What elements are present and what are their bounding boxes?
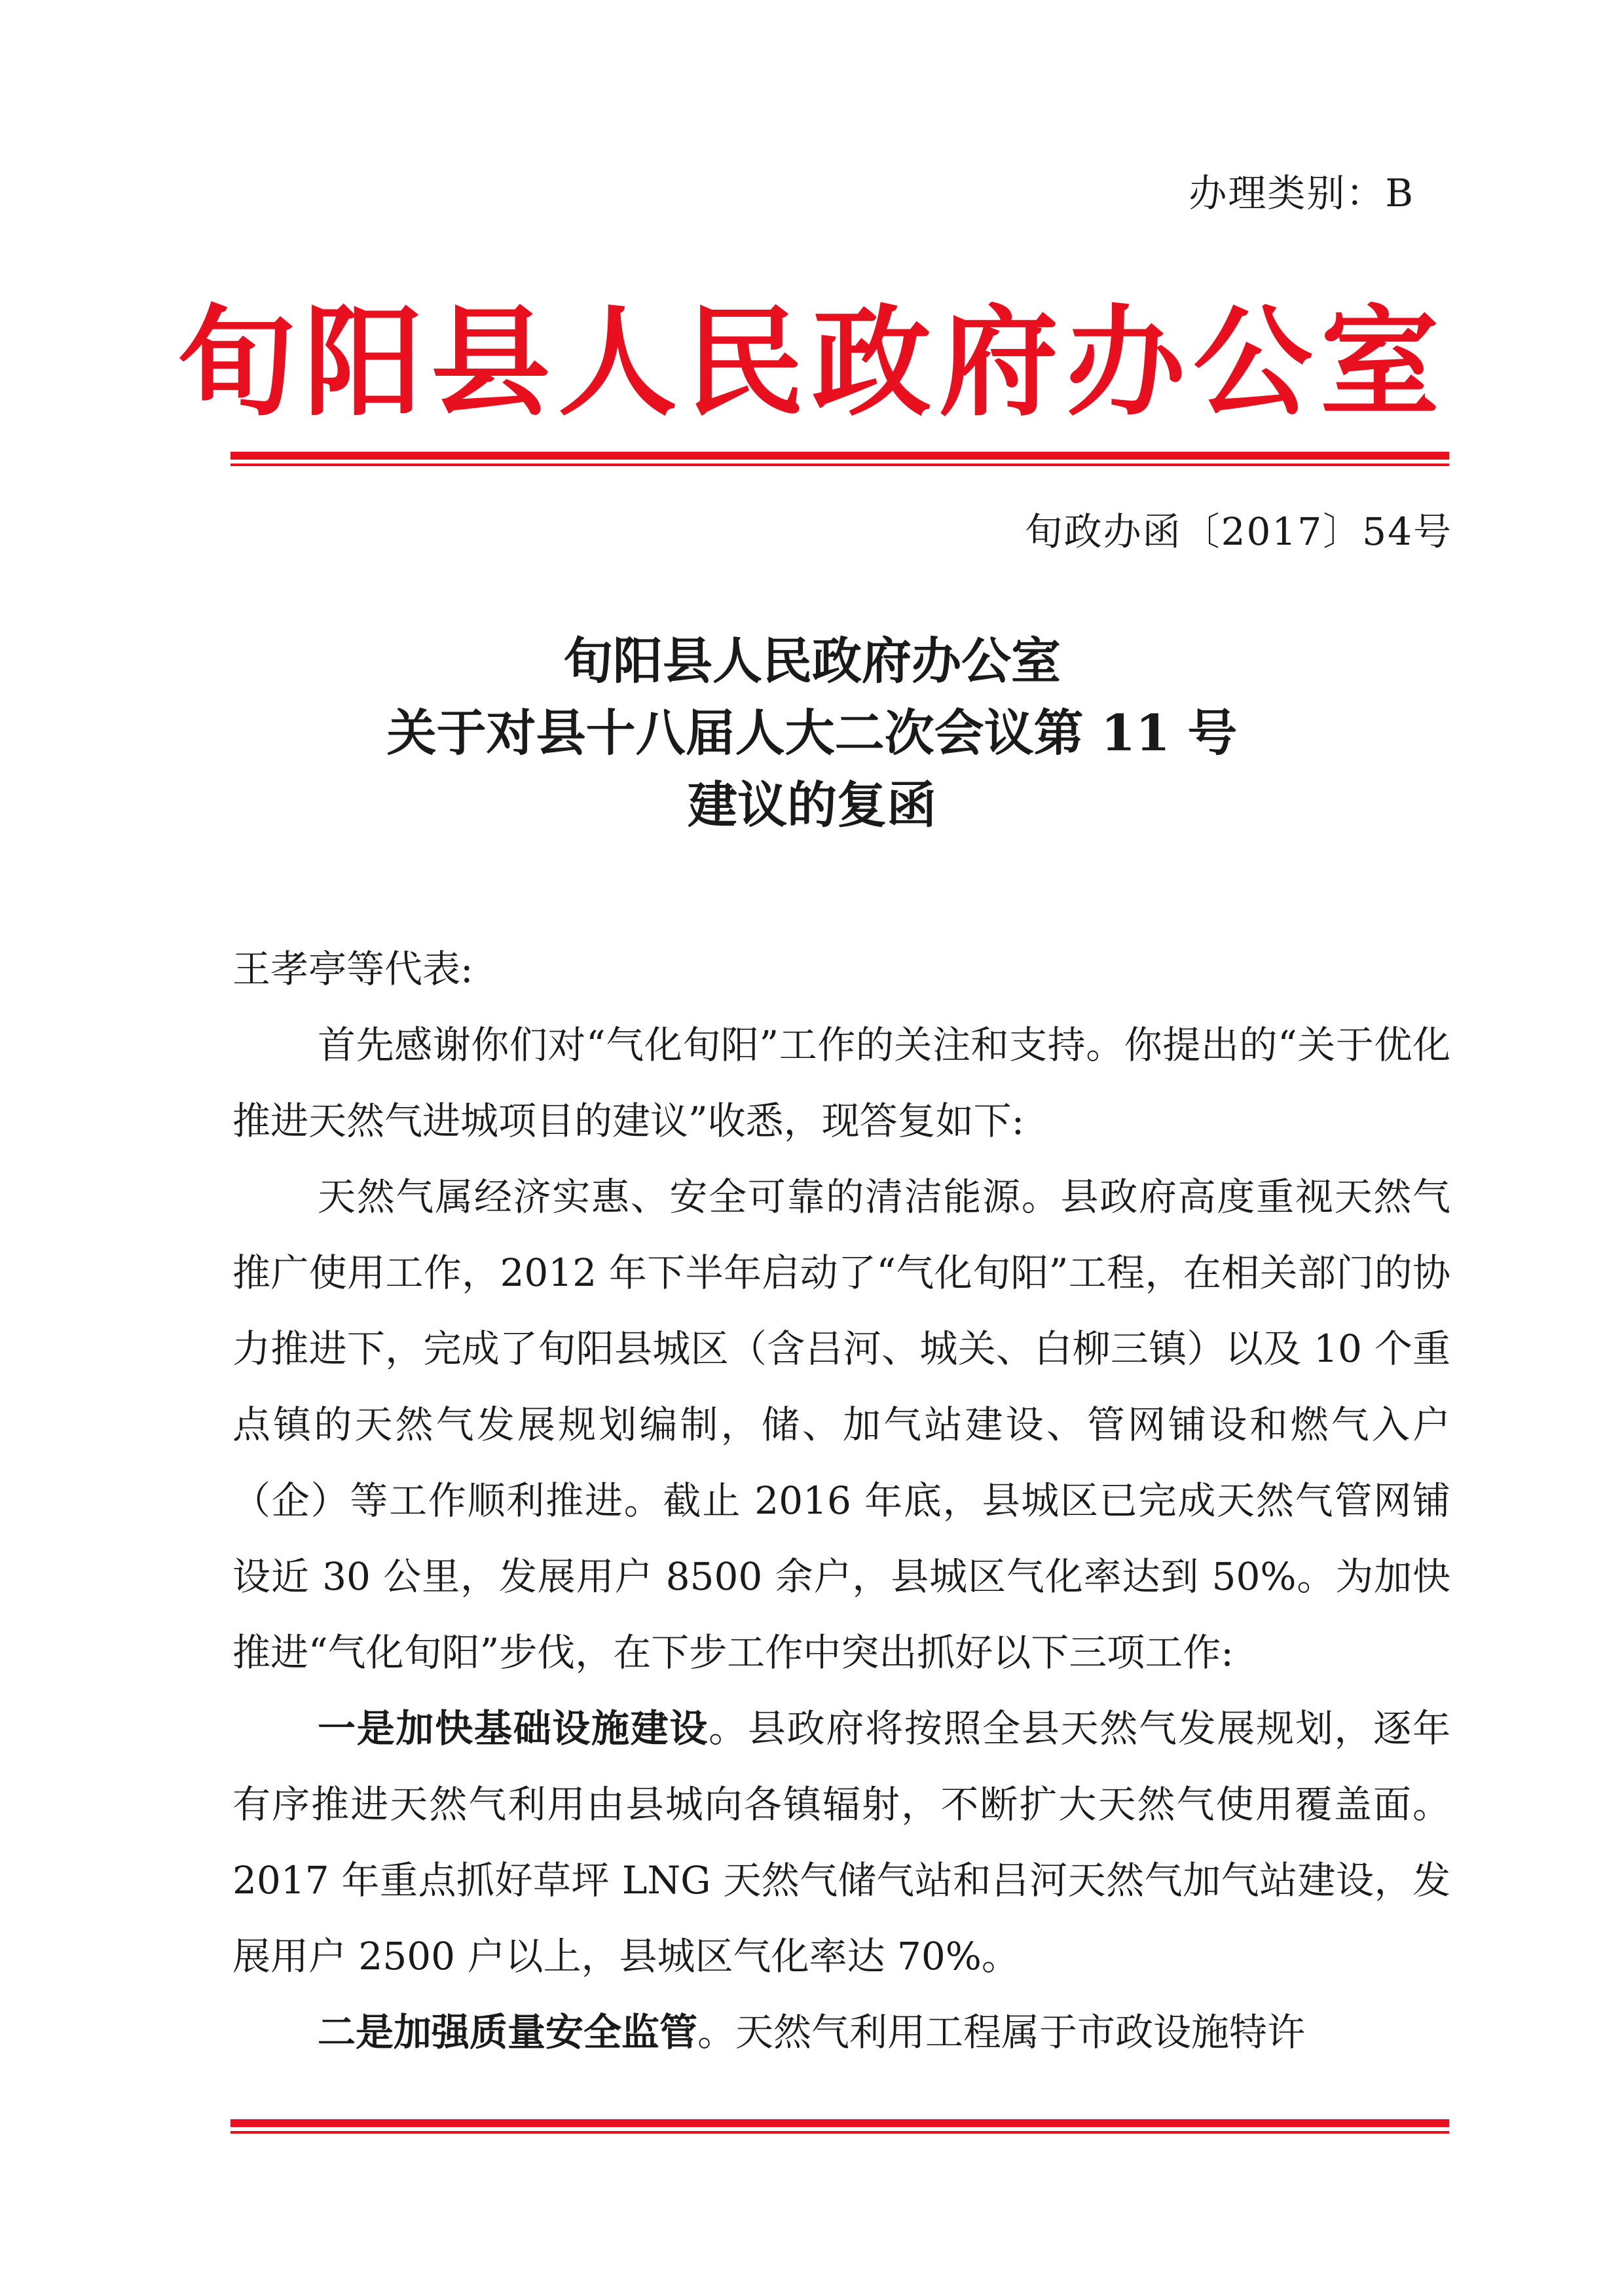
header-divider-thick: [231, 452, 1449, 460]
letter-body: [232, 931, 1450, 2070]
paragraph-infrastructure: [232, 1690, 1450, 1994]
document-subject: [0, 625, 1624, 841]
salutation: 王孝亭等代表:: [232, 947, 473, 991]
paragraph-infrastructure-text: 。县政府将按照全县天然气发展规划，逐年有序推进天然气利用由县城向各镇辐射，不断扩大天然气使用覆盖面。2017 年重点抓好草坪 LNG 天然气储气站和吕河天然气加气站建设，发展用户 2500 户以上，县城区气化率达 70%。: [232, 1706, 1450, 1978]
paragraph-infrastructure-lead: 一是加快基础设施建设: [318, 1706, 709, 1751]
paragraph-background: 天然气属经济实惠、安全可靠的清洁能源。县政府高度重视天然气推广使用工作，2012 年下半年启动了“气化旬阳”工程，在相关部门的协力推进下，完成了旬阳县城区（含吕河、城关、白柳三镇）以及 10 个重点镇的天然气发展规划编制，储、加气站建设、管网铺设和燃气入户（企）等工作顺利推进。截止 2016 年底，县城区已完成天然气管网铺设近 30 公里，发展用户 8500 余户，县城区气化率达到 50%。为加快推进“气化旬阳”步伐，在下步工作中突出抓好以下三项工作:: [232, 1175, 1450, 1675]
document-number: 旬政办函〔2017〕54号: [1024, 509, 1452, 554]
subject-line-1: 旬阳县人民政府办公室: [563, 632, 1061, 690]
footer-divider-thick: [231, 2119, 1449, 2127]
footer-divider-thin: [231, 2131, 1449, 2134]
handling-category: 办理类别：B: [1189, 171, 1414, 215]
paragraph-safety: [232, 1994, 1450, 2070]
paragraph-safety-lead: 二是加强质量安全监管: [318, 2010, 698, 2054]
header-divider-thin: [231, 464, 1449, 466]
paragraph-safety-text: 。天然气利用工程属于市政设施特许: [697, 2010, 1306, 2054]
issuing-organization-title: 旬阳县人民政府办公室: [177, 292, 1447, 432]
subject-line-3: 建议的复函: [688, 776, 936, 834]
paragraph-acknowledgement: 首先感谢你们对“气化旬阳”工作的关注和支持。你提出的“关于优化推进天然气进城项目的建议”收悉，现答复如下:: [232, 1023, 1450, 1143]
subject-line-2: 关于对县十八届人大二次会议第 11 号: [386, 704, 1238, 762]
